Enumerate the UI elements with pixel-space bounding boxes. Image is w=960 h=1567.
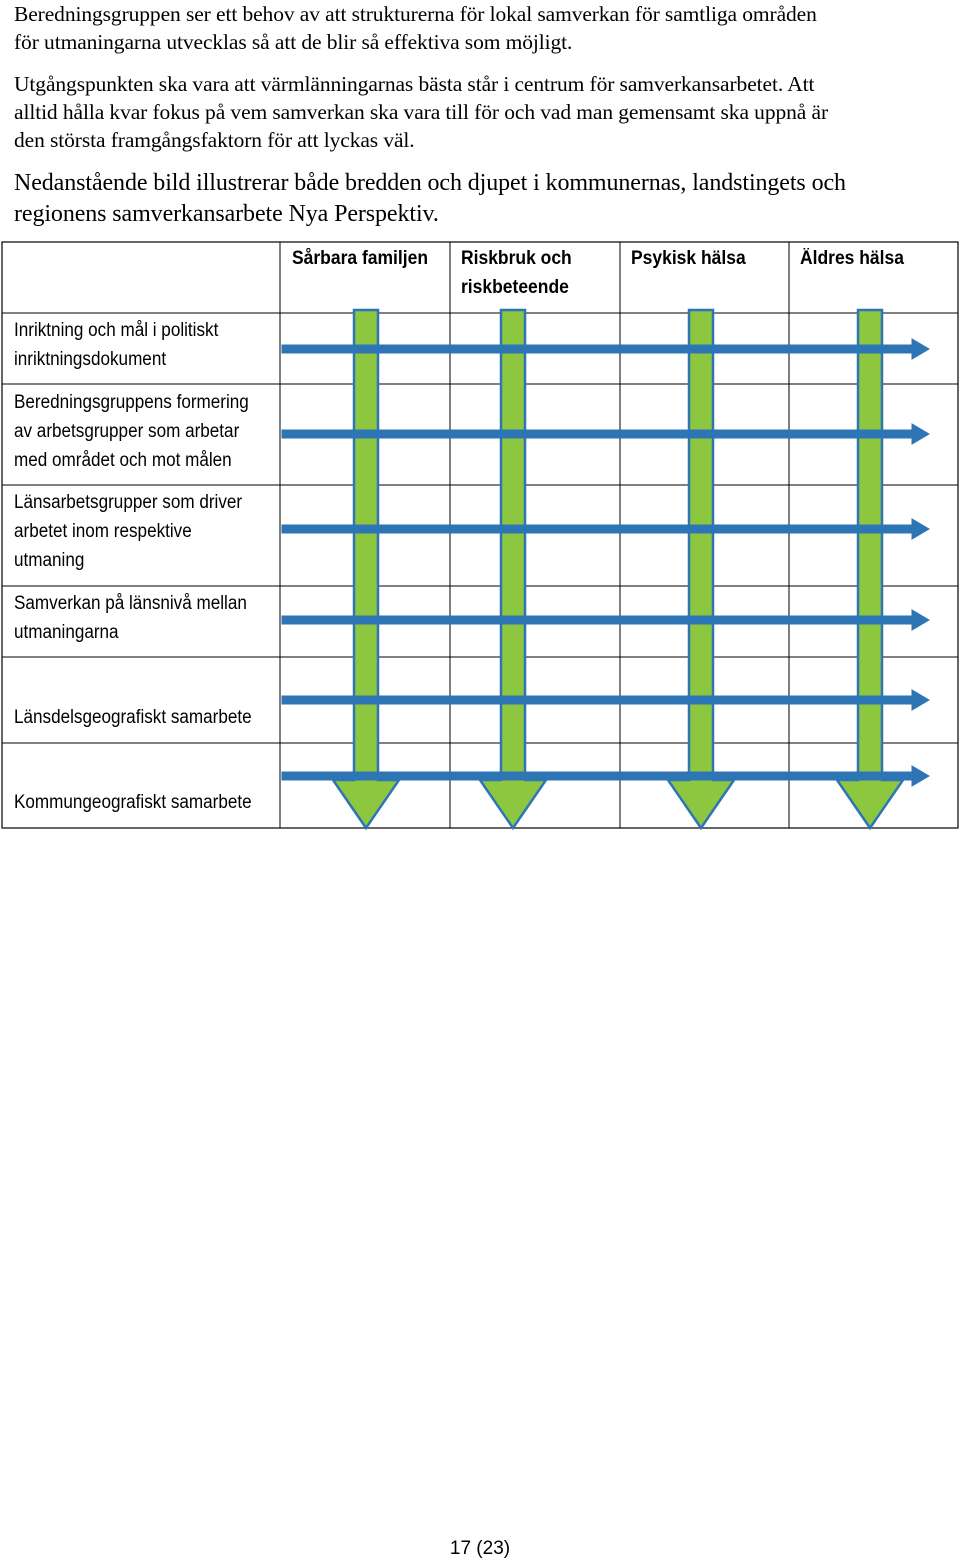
vertical-arrow	[333, 310, 399, 828]
illustration-caption	[14, 168, 949, 230]
column-header-sarbara-familjen	[292, 244, 444, 273]
column-header-aldres-halsa	[800, 244, 952, 273]
column-header-line: Sårbara familjen	[292, 248, 429, 269]
text-line: regionens samverkansarbete Nya Perspektiv.	[14, 201, 439, 227]
column-header-line: Psykisk hälsa	[631, 248, 746, 269]
row-label-beredningsgrupp	[14, 388, 275, 475]
column-header-riskbruk	[461, 244, 613, 302]
focus-paragraph	[14, 70, 949, 154]
row-label-line: Beredningsgruppens formering	[14, 392, 249, 413]
column-header-psykisk-halsa	[631, 244, 783, 273]
text-line: för utmaningarna utvecklas så att de blir så effektiva som möjligt.	[14, 30, 573, 54]
row-label-samverkan-lansniva	[14, 589, 275, 647]
row-label-inriktning	[14, 316, 275, 374]
column-header-line: riskbeteende	[461, 277, 569, 298]
row-label-line: arbetet inom respektive	[14, 521, 192, 542]
column-header-line: Äldres hälsa	[800, 248, 904, 269]
row-label-line: inriktningsdokument	[14, 349, 167, 370]
text-line: Nedanstående bild illustrerar både bredden och djupet i kommunernas, landstingets och	[14, 170, 846, 196]
vertical-arrow	[837, 310, 903, 828]
row-label-line: Länsarbetsgrupper som driver	[14, 492, 243, 513]
column-header-line: Riskbruk och	[461, 248, 572, 269]
text-line: alltid hålla kvar fokus på vem samverkan ska vara till för och vad man gemensamt ska uppnå är	[14, 100, 828, 124]
row-label-lansarbetsgrupper	[14, 488, 275, 575]
row-label-line: av arbetsgrupper som arbetar	[14, 421, 240, 442]
row-label-line: Inriktning och mål i politiskt	[14, 320, 219, 341]
row-label-line: utmaningarna	[14, 622, 119, 643]
text-line: Utgångspunkten ska vara att värmlänningarnas bästa står i centrum för samverkansarbetet. Att	[14, 72, 815, 96]
text-line: den största framgångsfaktorn för att lyckas väl.	[14, 128, 415, 152]
row-label-line: Länsdelsgeografiskt samarbete	[14, 707, 252, 728]
row-label-line: utmaning	[14, 550, 85, 571]
row-label-lansdelsgeografiskt	[14, 703, 275, 732]
vertical-arrow	[480, 310, 546, 828]
row-label-line: med området och mot målen	[14, 450, 232, 471]
vertical-arrows	[333, 310, 903, 828]
row-label-line: Kommungeografiskt samarbete	[14, 792, 252, 813]
text-line: Beredningsgruppen ser ett behov av att strukturerna för lokal samverkan för samtliga områden	[14, 2, 817, 26]
row-label-line: Samverkan på länsnivå mellan	[14, 593, 247, 614]
vertical-arrow	[668, 310, 734, 828]
row-label-kommungeografiskt	[14, 788, 275, 817]
page-number: 17 (23)	[449, 1538, 511, 1559]
collaboration-matrix-diagram	[0, 240, 960, 832]
intro-paragraph	[14, 0, 949, 56]
